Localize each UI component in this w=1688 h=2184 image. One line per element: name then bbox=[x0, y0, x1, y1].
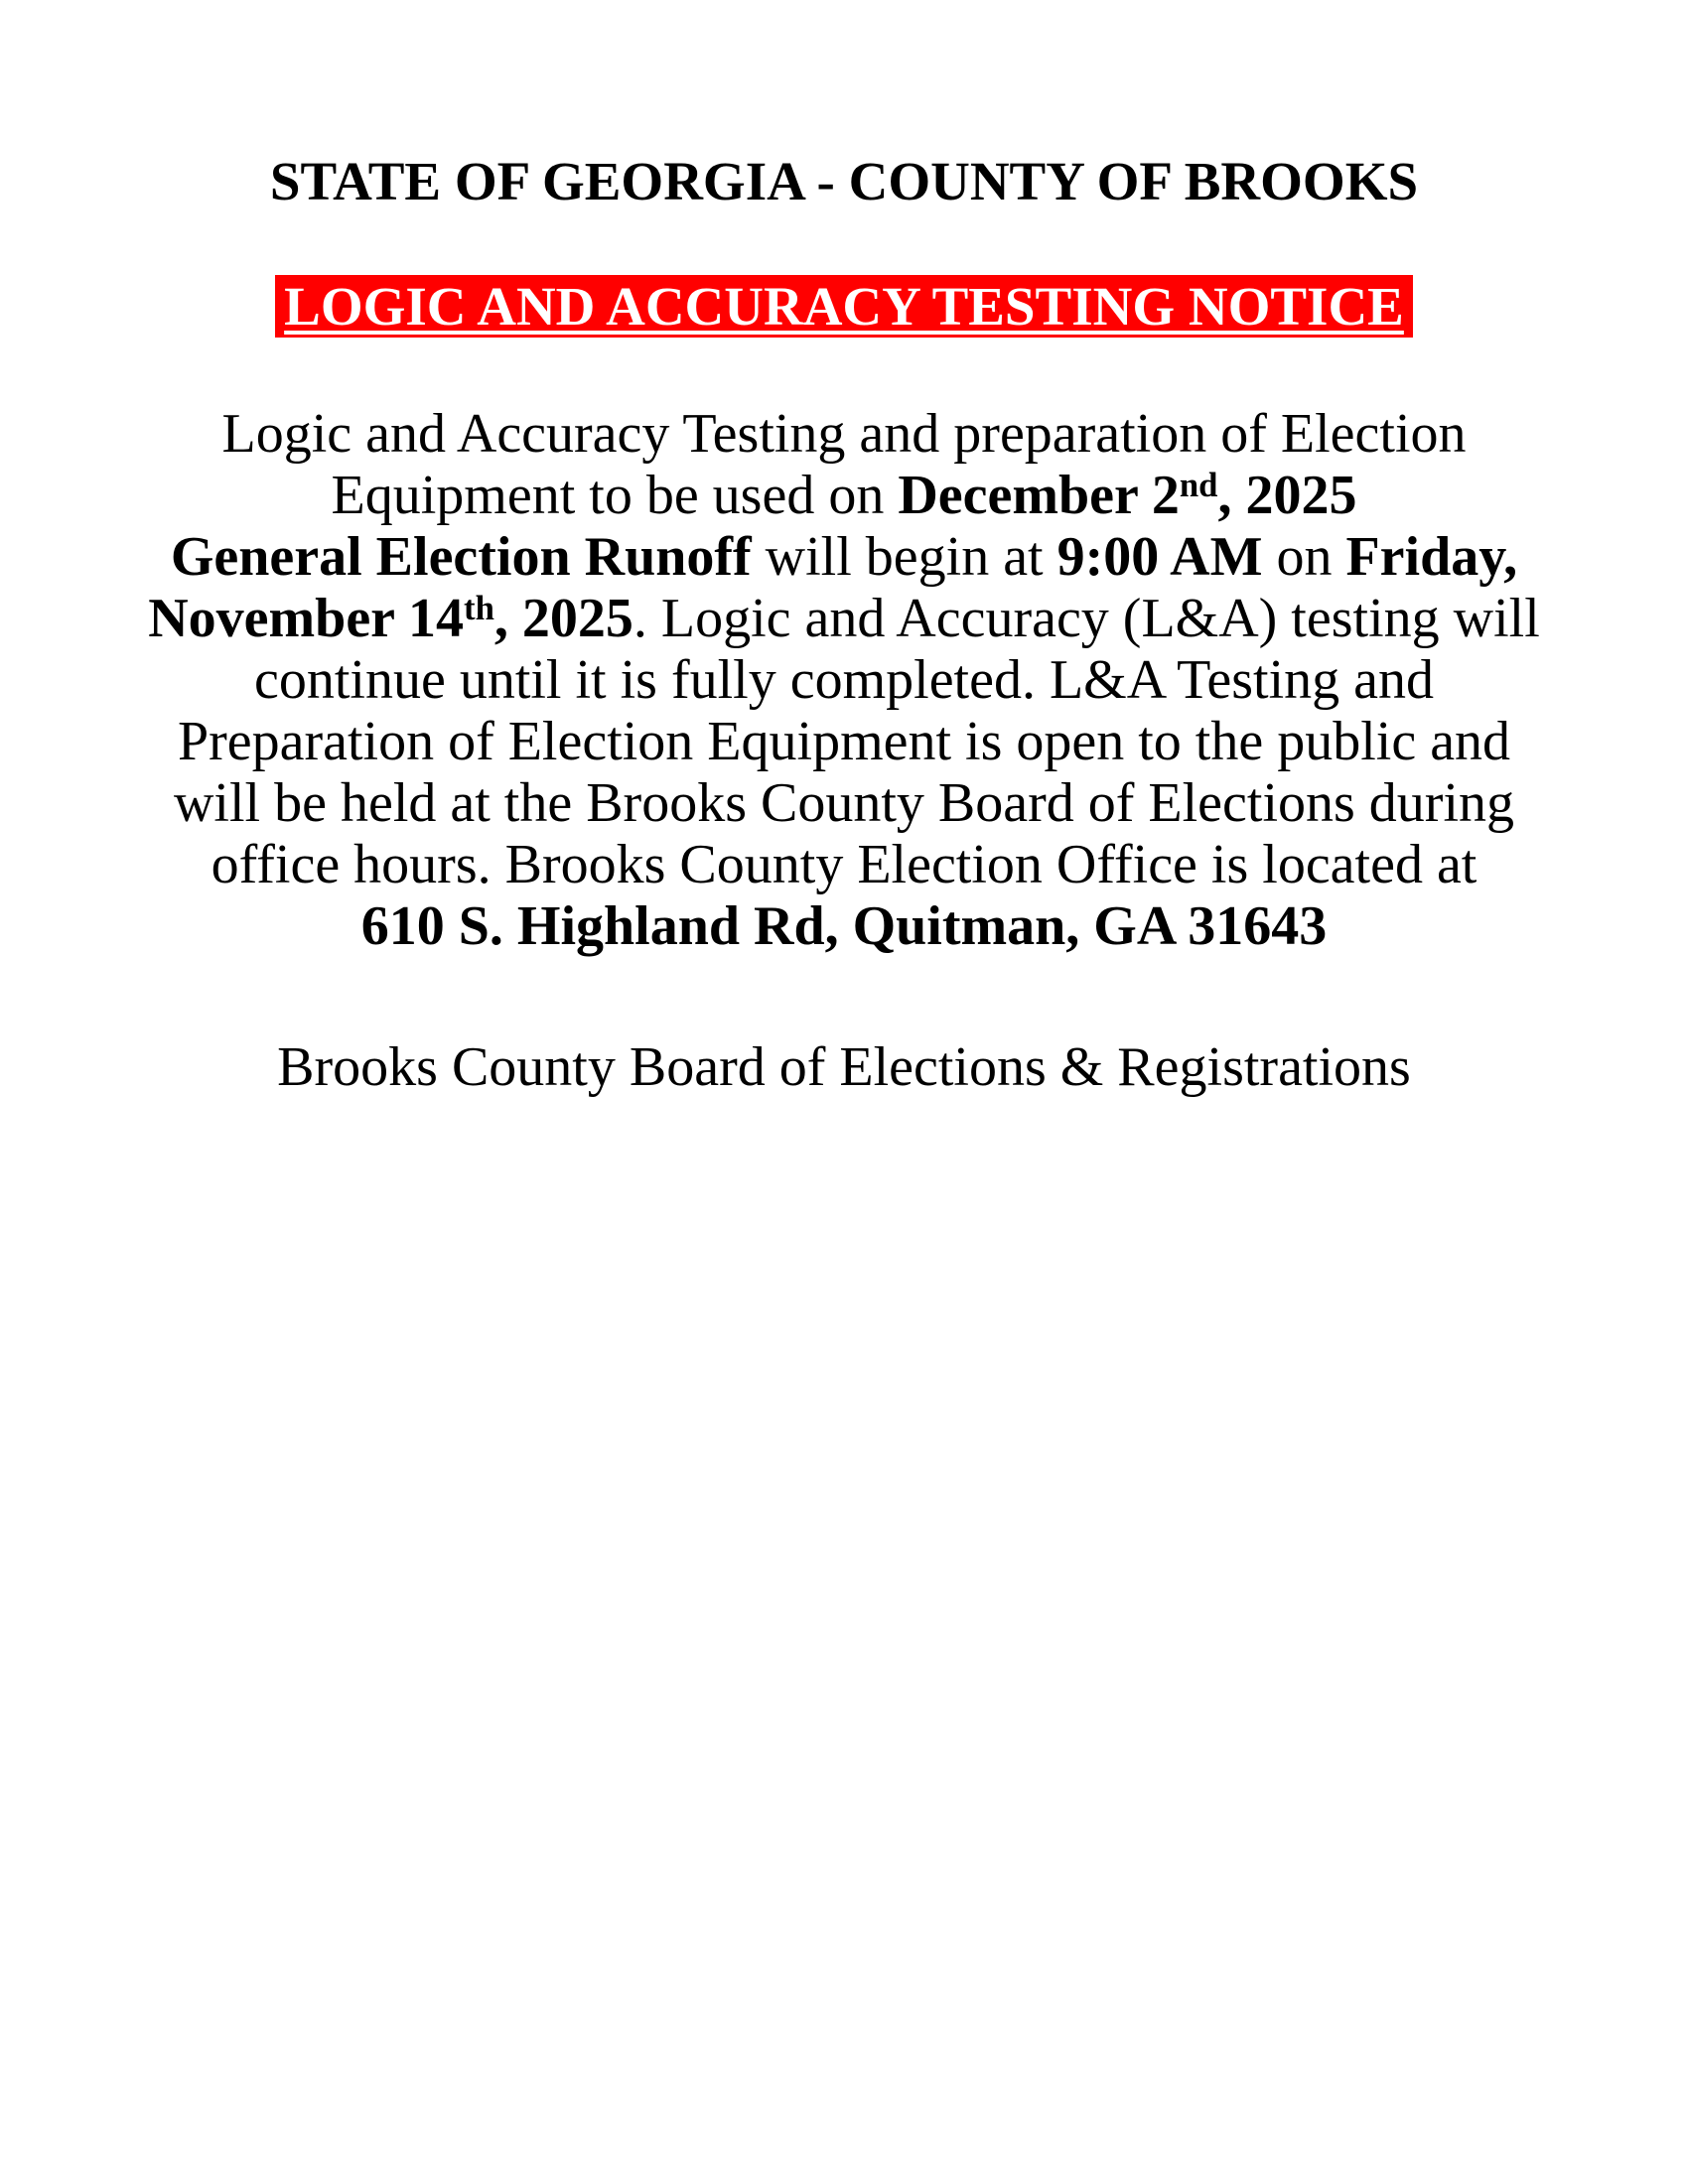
body-line bbox=[0, 772, 1688, 834]
text-run: Preparation of Election Equipment is open to the public and bbox=[177, 711, 1511, 772]
text-run: th bbox=[464, 589, 494, 628]
text-run: Equipment to be used on bbox=[331, 465, 899, 526]
text-run: November 14 bbox=[148, 588, 465, 649]
text-run: office hours. Brooks County Election Office is located at bbox=[211, 834, 1477, 895]
banner-row bbox=[0, 275, 1688, 338]
text-run: will begin at bbox=[751, 526, 1057, 588]
text-run: 610 S. Highland Rd, Quitman, GA 31643 bbox=[360, 895, 1328, 957]
text-run: 9:00 AM bbox=[1056, 526, 1263, 588]
text-run: , 2025 bbox=[493, 588, 633, 649]
text-run: Friday, bbox=[1345, 526, 1518, 588]
notice-banner: LOGIC AND ACCURACY TESTING NOTICE bbox=[275, 275, 1413, 338]
notice-body bbox=[0, 403, 1688, 957]
text-run: . Logic and Accuracy (L&A) testing will bbox=[633, 588, 1540, 649]
text-run: nd bbox=[1179, 466, 1218, 505]
text-run: continue until it is fully completed. L&A Testing and bbox=[253, 649, 1434, 711]
document-title: STATE OF GEORGIA - COUNTY OF BROOKS bbox=[269, 151, 1419, 211]
text-run: on bbox=[1262, 526, 1346, 588]
text-run: , 2025 bbox=[1217, 465, 1357, 526]
body-line bbox=[0, 711, 1688, 772]
text-run: will be held at the Brooks County Board of Elections during bbox=[173, 772, 1514, 834]
text-run: Logic and Accuracy Testing and preparation of Election bbox=[221, 403, 1467, 465]
closing-line: Brooks County Board of Elections & Registrations bbox=[277, 1036, 1411, 1098]
body-line bbox=[0, 588, 1688, 649]
body-line bbox=[0, 526, 1688, 588]
body-line bbox=[0, 465, 1688, 526]
text-run: December 2 bbox=[898, 465, 1180, 526]
text-run: General Election Runoff bbox=[170, 526, 752, 588]
body-line bbox=[0, 403, 1688, 465]
body-line bbox=[0, 834, 1688, 895]
body-line bbox=[0, 895, 1688, 957]
body-line bbox=[0, 649, 1688, 711]
